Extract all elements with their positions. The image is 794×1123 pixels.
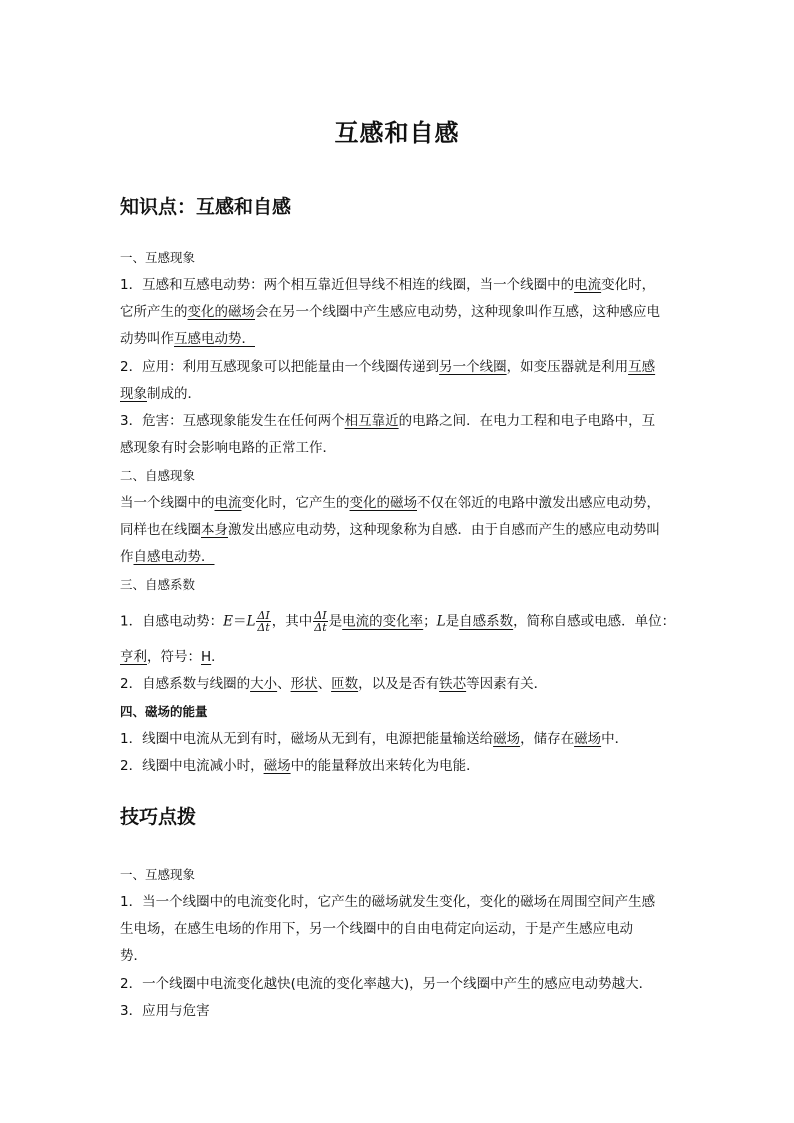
paragraph-line: 1．当一个线圈中的电流变化时，它产生的磁场就发生变化，变化的磁场在周围空间产生感 <box>120 894 656 910</box>
underlined-term: 磁场 <box>263 758 291 774</box>
paragraph-line <box>120 648 680 666</box>
underlined-term: H <box>201 649 212 665</box>
paragraph-line: 势． <box>120 948 147 964</box>
fraction-numerator: ΔI <box>314 609 327 622</box>
subheading-mutual-tips: 一、互感现象 <box>120 867 196 882</box>
paragraph-line <box>120 757 680 775</box>
underlined-term: 匝数 <box>331 676 359 692</box>
text-run: 会在另一个线圈中产生感应电动势，这种现象叫作互感，这种感应电 <box>255 304 660 320</box>
paragraph-line <box>120 276 680 294</box>
fraction-denominator: Δt <box>257 621 270 634</box>
fraction <box>313 610 327 633</box>
text-run: 1．线圈中电流从无到有时，磁场从无到有，电源把能量输送给 <box>120 731 494 747</box>
text-run: 2．线圈中电流减小时， <box>120 758 264 774</box>
paragraph-line: 生电场，在感生电场的作用下，另一个线圈中的自由电荷定向运动，于是产生感应电动 <box>120 921 633 937</box>
underlined-term: 互感 <box>628 359 656 375</box>
text-run: 1．互感和互感电动势：两个相互靠近但导线不相连的线圈，当一个线圈中的 <box>120 277 575 293</box>
paragraph-line <box>120 303 680 321</box>
underlined-term: 电流 <box>574 277 602 293</box>
underlined-term: 现象 <box>120 386 147 402</box>
text-run: 同样也在线圈 <box>120 522 201 538</box>
paragraph-line <box>120 730 680 748</box>
fraction <box>256 610 270 633</box>
text-run: 中． <box>601 731 629 747</box>
fraction-numerator: ΔI <box>257 609 270 622</box>
underlined-term: 大小 <box>250 676 278 692</box>
section-heading-knowledge: 知识点：互感和自感 <box>120 196 292 218</box>
text-run: 是 <box>445 613 460 630</box>
text-run: 它所产生的 <box>120 304 188 320</box>
text-run: 的电路之间．在电力工程和电子电路中，互 <box>398 413 656 429</box>
underlined-term: 相互靠近 <box>344 413 399 429</box>
text-run: 是 <box>328 613 343 630</box>
underlined-term: 电流的变化率 <box>342 613 424 630</box>
paragraph-line <box>120 412 680 430</box>
text-run: 中的能量释放出来转化为电能． <box>290 758 480 774</box>
formula-symbol: L <box>246 613 256 630</box>
text-run: 、 <box>317 676 332 692</box>
paragraph-line <box>120 521 680 539</box>
text-run: ，储存在 <box>520 731 575 747</box>
underlined-term: 铁芯 <box>439 676 467 692</box>
underlined-term: 本身 <box>201 522 228 538</box>
formula-line <box>120 610 680 633</box>
paragraph-line <box>120 330 680 348</box>
text-run: 感现象有时会影响电路的正常工作． <box>120 440 336 456</box>
text-run: 等因素有关． <box>466 676 548 692</box>
subheading-coefficient: 三、自感系数 <box>120 577 196 592</box>
text-run: ，简称自感或电感．单位： <box>513 613 676 630</box>
underlined-term: 变化的磁场 <box>187 304 255 320</box>
text-run: ，其中 <box>271 613 313 630</box>
text-run: ． <box>211 649 225 665</box>
underlined-term: 形状 <box>290 676 318 692</box>
text-run: 不仅在邻近的电路中激发出感应电动势， <box>417 495 660 511</box>
text-run: 制成的． <box>147 386 201 402</box>
paragraph-line <box>120 494 680 512</box>
paragraph-line: 2．一个线圈中电流变化越快(电流的变化率越大)，另一个线圈中产生的感应电动势越大． <box>120 976 653 992</box>
text-run: 、 <box>277 676 291 692</box>
underlined-term: 电流 <box>214 495 242 511</box>
text-run: 1．自感电动势： <box>120 613 224 630</box>
text-run: ，符号： <box>147 649 201 665</box>
underlined-term: 亨利 <box>120 649 147 665</box>
paragraph-line <box>120 548 680 566</box>
paragraph-line <box>120 439 680 457</box>
paragraph-line <box>120 675 680 693</box>
subheading-mutual: 一、互感现象 <box>120 250 196 265</box>
text-run: 激发出感应电动势，这种现象称为自感．由于自感而产生的感应电动势叫 <box>228 522 660 538</box>
text-run: ； <box>423 613 437 630</box>
text-run: 变化时， <box>601 277 656 293</box>
subheading-energy: 四、磁场的能量 <box>120 704 208 719</box>
page-title: 互感和自感 <box>334 119 460 147</box>
underlined-term: 磁场 <box>493 731 521 747</box>
underlined-term: 变化的磁场 <box>349 495 417 511</box>
text-run: 2．应用：利用互感现象可以把能量由一个线圈传递到 <box>120 359 440 375</box>
text-run: 当一个线圈中的 <box>120 495 215 511</box>
paragraph-line <box>120 358 680 376</box>
text-run: 作 <box>120 549 134 565</box>
text-run: 2．自感系数与线圈的 <box>120 676 251 692</box>
text-run: ，如变压器就是利用 <box>506 359 629 375</box>
paragraph-line <box>120 385 680 403</box>
text-run: 动势叫作 <box>120 331 174 347</box>
underlined-term: 磁场 <box>574 731 602 747</box>
underlined-term: 自感系数 <box>459 613 514 630</box>
underlined-term: 自感电动势． <box>133 549 215 565</box>
text-run: 3．危害：互感现象能发生在任何两个 <box>120 413 345 429</box>
formula-symbol: L <box>436 613 446 630</box>
formula-symbol: ＝ <box>232 613 247 630</box>
underlined-term: 另一个线圈 <box>439 359 507 375</box>
paragraph-line: 3．应用与危害 <box>120 1003 210 1019</box>
section-heading-tips: 技巧点拨 <box>120 806 197 828</box>
formula-symbol: E <box>223 613 233 630</box>
fraction-denominator: Δt <box>314 621 327 634</box>
underlined-term: 互感电动势． <box>174 331 255 347</box>
subheading-self: 二、自感现象 <box>120 468 196 483</box>
text-run: ，以及是否有 <box>358 676 440 692</box>
text-run: 变化时，它产生的 <box>241 495 350 511</box>
